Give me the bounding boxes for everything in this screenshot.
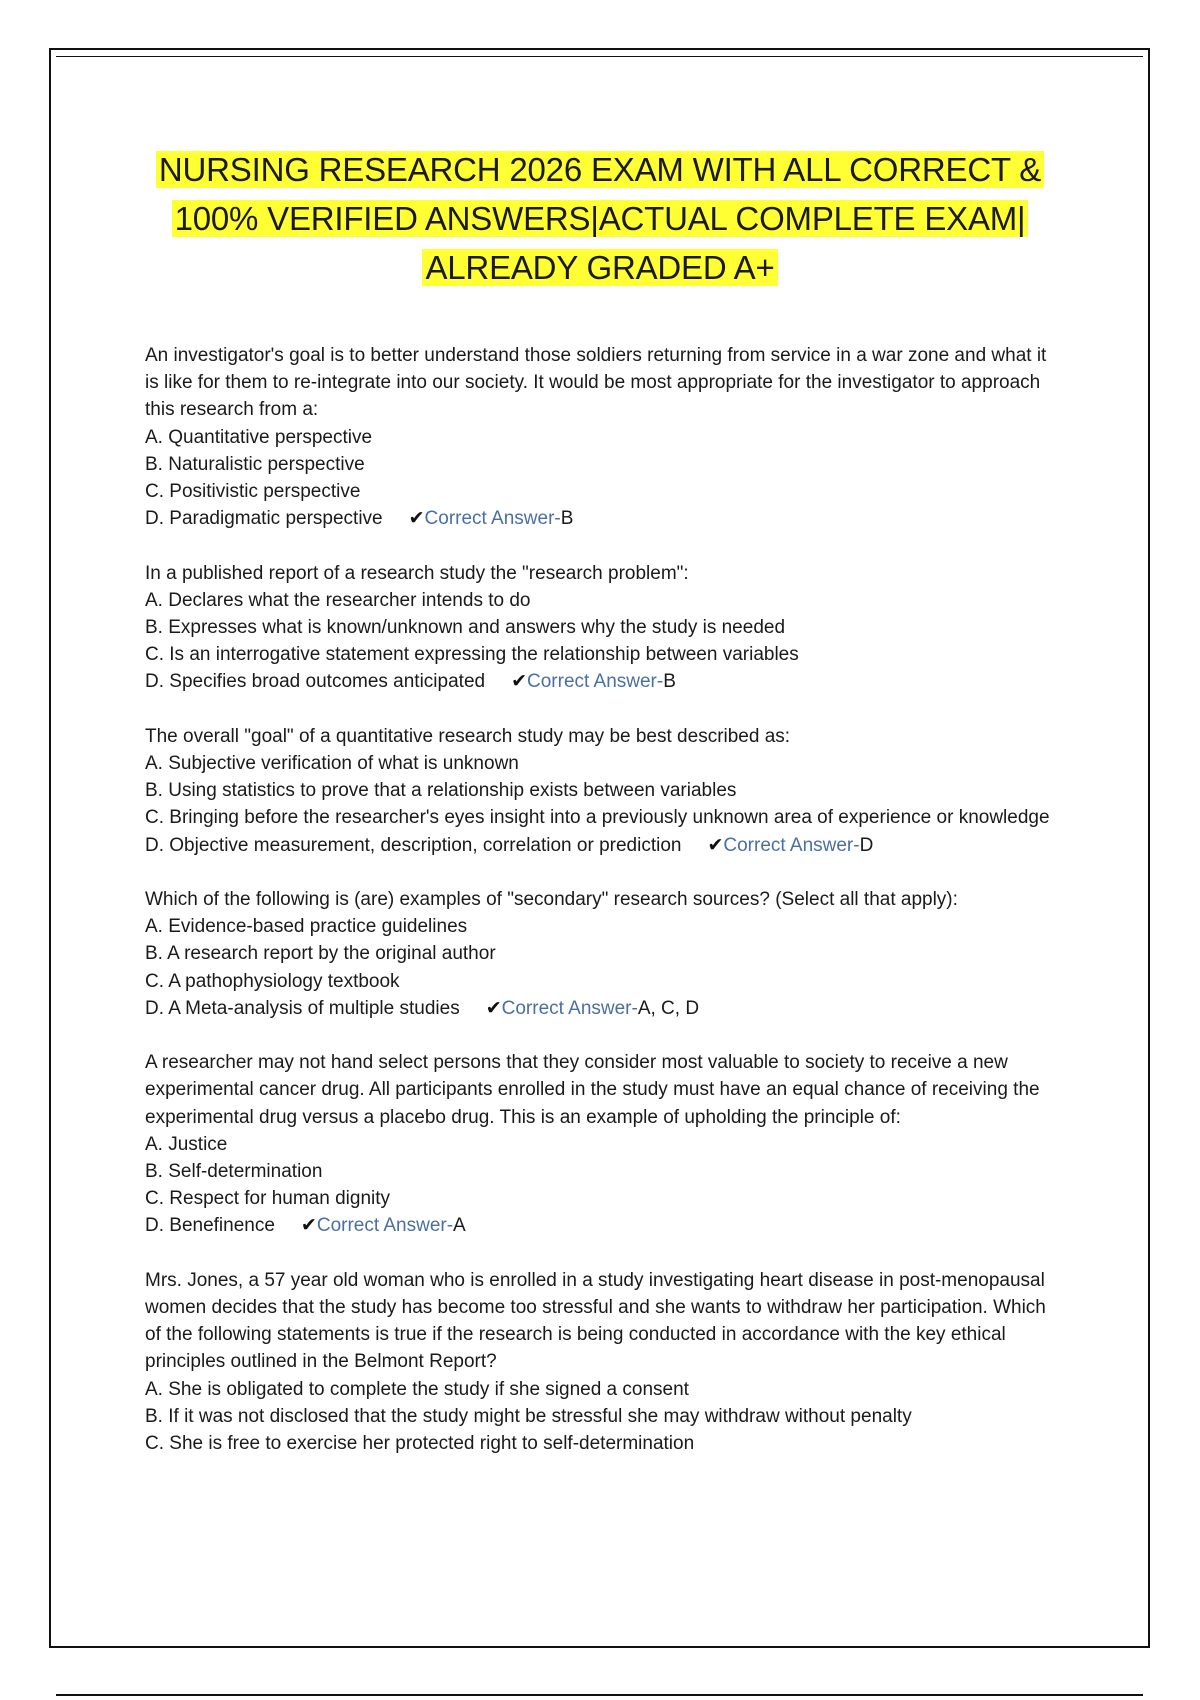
option-c: C. Bringing before the researcher's eyes insight into a previously unknown area of experience or knowledge <box>145 807 1050 829</box>
option-d: D. A Meta-analysis of multiple studies <box>145 997 460 1019</box>
correct-answer-value: A <box>453 1215 466 1237</box>
title-line-1: NURSING RESEARCH 2026 EXAM WITH ALL CORRECT & <box>156 151 1044 188</box>
bottom-rule <box>56 1694 1143 1696</box>
option-d: D. Specifies broad outcomes anticipated <box>145 671 486 693</box>
check-mark-icon: ✔ <box>707 834 724 856</box>
correct-answer-value: D <box>859 834 874 856</box>
option-b: B. A research report by the original author <box>145 943 496 965</box>
option-b: B. If it was not disclosed that the study might be stressful she may withdraw without penalty <box>145 1405 912 1427</box>
option-c: C. A pathophysiology textbook <box>145 970 400 992</box>
option-a: A. Subjective verification of what is unknown <box>145 753 519 775</box>
correct-answer-value: A, C, D <box>637 997 700 1019</box>
correct-answer-label: Correct Answer- <box>316 1215 454 1237</box>
option-d: D. Objective measurement, description, correlation or prediction <box>145 834 682 856</box>
option-d: D. Benefinence <box>145 1215 275 1237</box>
option-a: A. She is obligated to complete the study if she signed a consent <box>145 1378 689 1400</box>
check-mark-icon: ✔ <box>300 1215 317 1237</box>
correct-answer-label: Correct Answer- <box>723 834 860 856</box>
option-d-with-answer <box>145 995 1060 1022</box>
correct-answer-value: B <box>663 671 676 693</box>
question-6 <box>145 1267 1060 1457</box>
correct-answer-value: B <box>560 508 574 530</box>
question-stem: An investigator's goal is to better understand those soldiers returning from service in a war zone and what it is like for them to re-integrate into our society. It would be most appropriate for the investigator to approach this research from a: <box>145 345 1047 421</box>
document-title <box>100 145 1100 292</box>
option-d-with-answer <box>145 668 1060 695</box>
option-b: B. Self-determination <box>145 1161 323 1183</box>
question-stem: Which of the following is (are) examples of "secondary" research sources? (Select all that apply): <box>145 889 958 911</box>
option-d: D. Paradigmatic perspective <box>145 508 383 530</box>
option-a: A. Evidence-based practice guidelines <box>145 916 468 938</box>
option-a: A. Justice <box>145 1133 228 1155</box>
question-stem: A researcher may not hand select persons that they consider most valuable to society to receive a new experimental cancer drug. All participants enrolled in the study must have an equal chance of receiving the experimental drug versus a placebo drug. This is an example of upholding the principle of: <box>145 1052 1040 1128</box>
question-1 <box>145 342 1060 532</box>
title-line-2: 100% VERIFIED ANSWERS|ACTUAL COMPLETE EXAM| <box>172 200 1029 237</box>
option-a: A. Declares what the researcher intends to do <box>145 589 531 611</box>
option-b: B. Expresses what is known/unknown and answers why the study is needed <box>145 617 786 639</box>
correct-answer-label: Correct Answer- <box>424 508 561 530</box>
option-c: C. Positivistic perspective <box>145 481 361 503</box>
option-c: C. She is free to exercise her protected right to self-determination <box>145 1433 695 1455</box>
option-b: B. Naturalistic perspective <box>145 453 365 475</box>
option-c: C. Respect for human dignity <box>145 1188 391 1210</box>
option-d-with-answer <box>145 1212 1060 1239</box>
title-line-3: ALREADY GRADED A+ <box>422 249 777 286</box>
option-c: C. Is an interrogative statement expressing the relationship between variables <box>145 644 799 666</box>
correct-answer-label: Correct Answer- <box>501 997 638 1019</box>
option-d-with-answer <box>145 832 1060 859</box>
check-mark-icon: ✔ <box>408 508 425 530</box>
question-list <box>145 342 1060 1484</box>
correct-answer-label: Correct Answer- <box>527 671 664 693</box>
question-stem: Mrs. Jones, a 57 year old woman who is enrolled in a study investigating heart disease in post-menopausal women decides that the study has become too stressful and she wants to withdraw her participation. Which of the following statements is true if the research is being conducted in accordance with the key ethical principles outlined in the Belmont Report? <box>145 1269 1046 1373</box>
question-5 <box>145 1049 1060 1239</box>
question-2 <box>145 560 1060 696</box>
option-b: B. Using statistics to prove that a relationship exists between variables <box>145 780 737 802</box>
option-d-with-answer <box>145 505 1060 532</box>
check-mark-icon: ✔ <box>485 997 502 1019</box>
top-rule <box>56 56 1143 57</box>
question-4 <box>145 886 1060 1022</box>
question-stem: The overall "goal" of a quantitative research study may be best described as: <box>145 725 791 747</box>
option-a: A. Quantitative perspective <box>145 426 373 448</box>
question-3 <box>145 723 1060 859</box>
question-stem: In a published report of a research study the "research problem": <box>145 562 689 584</box>
check-mark-icon: ✔ <box>511 671 528 693</box>
